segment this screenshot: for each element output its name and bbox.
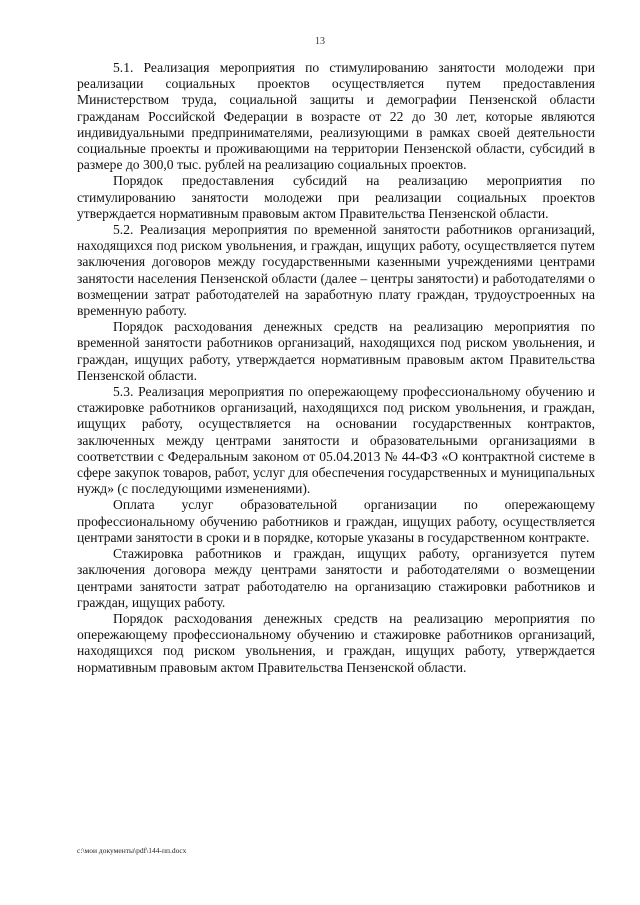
paragraph-subsidy-order: Порядок предоставления субсидий на реализацию мероприятия по стимулированию занятости молодежи при реализации социальных проектов утверждается нормативным правовым актом Правительства Пензенской области. <box>77 173 595 221</box>
footer-file-path: c:\мои документы\pdf\144-пп.docx <box>77 846 187 855</box>
paragraph-5-2: 5.2. Реализация мероприятия по временной занятости работников организаций, находящихся под риском увольнения, и граждан, ищущих работу, осуществляется путем заключения договоров между государственными казенными учреждениями центрами занятости населения Пензенской области (далее – центры занятости) и работодателями о возмещении затрат работодателей на заработную плату граждан, трудоустроенных на временную работу. <box>77 222 595 319</box>
paragraph-internship: Стажировка работников и граждан, ищущих работу, организуется путем заключения договора между центрами занятости и работодателями о возмещении центрами занятости затрат работодателю на организацию стажировки работников и граждан, ищущих работу. <box>77 546 595 610</box>
document-body <box>77 60 595 676</box>
paragraph-5-3: 5.3. Реализация мероприятия по опережающему профессиональному обучению и стажировке работников организаций, находящихся под риском увольнения, и граждан, ищущих работу, осуществляется на основании государственных контрактов, заключенных между центрами занятости и образовательными организациями в соответствии с Федеральным законом от 05.04.2013 № 44-ФЗ «О контрактной системе в сфере закупок товаров, работ, услуг для обеспечения государственных и муниципальных нужд» (с последующими изменениями). <box>77 384 595 497</box>
page-number: 13 <box>315 36 325 47</box>
paragraph-temporary-employment-order: Порядок расходования денежных средств на реализацию мероприятия по временной занятости работников организаций, находящихся под риском увольнения, и граждан, ищущих работу, утверждается нормативным правовым актом Правительства Пензенской области. <box>77 319 595 383</box>
paragraph-education-payment: Оплата услуг образовательной организации по опережающему профессиональному обучению работников и граждан, ищущих работу, осуществляется центрами занятости в сроки и в порядке, которые указаны в государственном контракте. <box>77 497 595 545</box>
paragraph-5-1: 5.1. Реализация мероприятия по стимулированию занятости молодежи при реализации социальных проектов осуществляется путем предоставления Министерством труда, социальной защиты и демографии Пензенской области гражданам Российской Федерации в возрасте от 22 до 30 лет, которые являются индивидуальными предпринимателями, реализующими в рамках своей деятельности социальные проекты и проживающими на территории Пензенской области, субсидий в размере до 300,0 тыс. рублей на реализацию социальных проектов. <box>77 60 595 173</box>
paragraph-training-order: Порядок расходования денежных средств на реализацию мероприятия по опережающему профессиональному обучению и стажировке работников организаций, находящихся под риском увольнения, и граждан, ищущих работу, утверждается нормативным правовым актом Правительства Пензенской области. <box>77 610 595 675</box>
